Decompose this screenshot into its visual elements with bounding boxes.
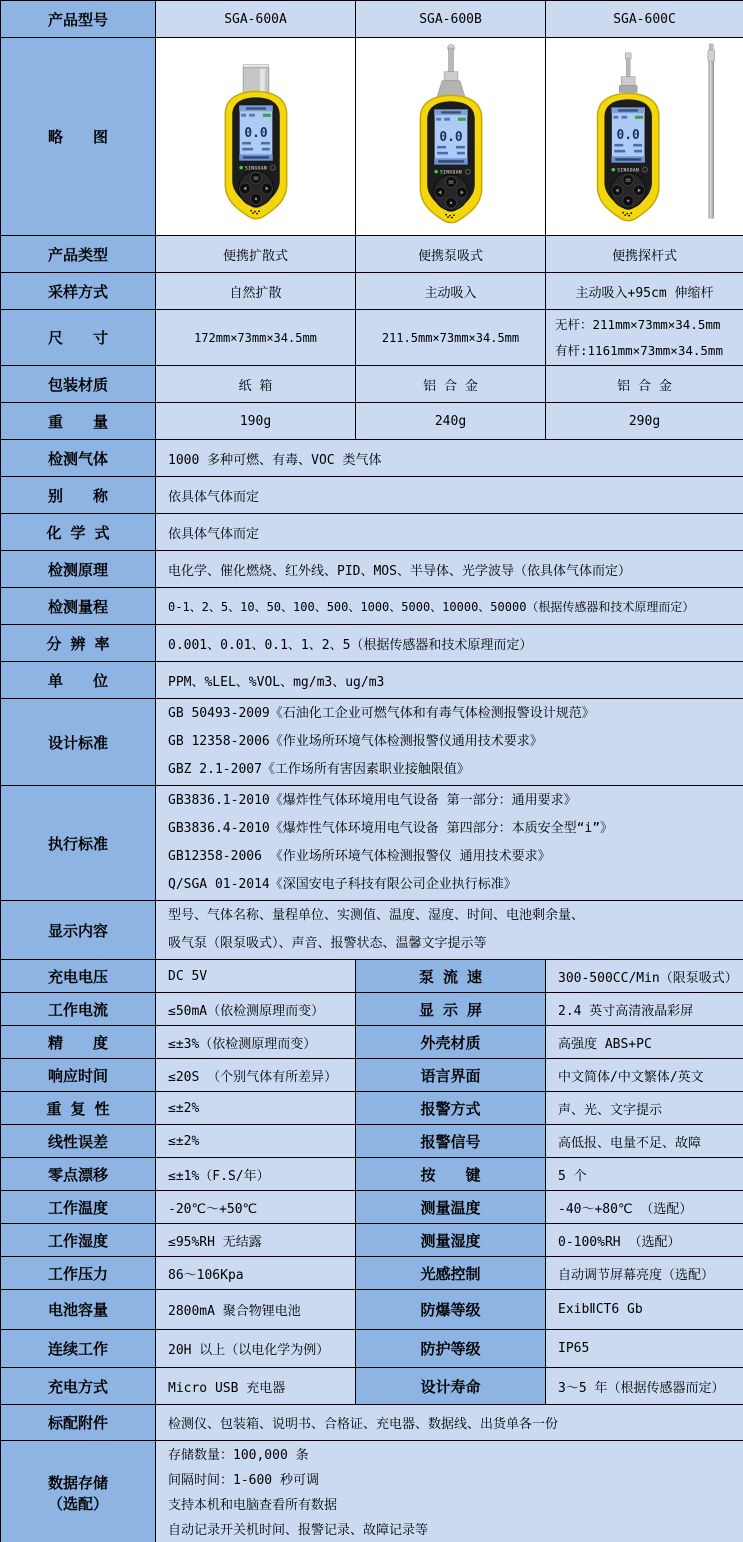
- sketch-cell-b: [356, 38, 546, 236]
- display-content-line2: 吸气泵（限泵吸式）、声音、报警状态、温馨文字提示等: [168, 936, 487, 951]
- row-label-product-type: 产品类型: [1, 236, 156, 273]
- row-label-alias: 别 称: [1, 477, 156, 514]
- row-label-light-control: 光感控制: [356, 1257, 546, 1290]
- size-c-line1: 无杆：211mm×73mm×34.5mm: [555, 316, 721, 332]
- response-time-value: ≤20S （个别气体有所差异）: [156, 1059, 356, 1092]
- product-type-c: 便携探杆式: [546, 236, 743, 273]
- row-label-buttons: 按 键: [356, 1158, 546, 1191]
- row-label-explosion-proof: 防爆等级: [356, 1290, 546, 1330]
- device-image-a: [162, 39, 350, 231]
- exec-standard-line1: GB3836.1-2010《爆炸性气体环境用电气设备 第一部分：通用要求》: [168, 793, 577, 808]
- unit-value: PPM、%LEL、%VOL、mg/m3、ug/m3: [156, 662, 743, 699]
- charge-method-value: Micro USB 充电器: [156, 1368, 356, 1405]
- formula-value: 依具体气体而定: [156, 514, 743, 551]
- range-value: 0-1、2、5、10、50、100、500、1000、5000、10000、50000（根据传感器和技术原理而定）: [156, 588, 743, 625]
- measure-temp-value: -40～+80℃ （选配）: [546, 1191, 743, 1224]
- packaging-b: 铝 合 金: [356, 366, 546, 403]
- accessories-value: 检测仪、包装箱、说明书、合格证、充电器、数据线、出货单各一份: [156, 1405, 743, 1441]
- row-label-charge-method: 充电方式: [1, 1368, 156, 1405]
- row-label-measure-temp: 测量温度: [356, 1191, 546, 1224]
- row-label-alarm-mode: 报警方式: [356, 1092, 546, 1125]
- continuous-work-value: 20H 以上（以电化学为例）: [156, 1330, 356, 1368]
- row-label-unit: 单 位: [1, 662, 156, 699]
- packaging-c: 铝 合 金: [546, 366, 743, 403]
- row-label-accuracy: 精 度: [1, 1026, 156, 1059]
- row-label-measure-humidity: 测量湿度: [356, 1224, 546, 1257]
- working-humidity-value: ≤95%RH 无结露: [156, 1224, 356, 1257]
- model-name-a: SGA-600A: [156, 1, 356, 38]
- exec-standard-line2: GB3836.4-2010《爆炸性气体环境用电气设备 第四部分：本质安全型“i”》: [168, 821, 614, 836]
- exec-standard-line4: Q/SGA 01-2014《深国安电子科技有限公司企业执行标准》: [168, 877, 517, 892]
- buttons-value: 5 个: [546, 1158, 743, 1191]
- size-a: 172mm×73mm×34.5mm: [156, 310, 356, 366]
- data-storage-line3: 支持本机和电脑查看所有数据: [168, 1497, 338, 1513]
- shell-material-value: 高强度 ABS+PC: [546, 1026, 743, 1059]
- working-pressure-value: 86～106Kpa: [156, 1257, 356, 1290]
- row-label-accessories: 标配附件: [1, 1405, 156, 1441]
- light-control-value: 自动调节屏幕亮度（选配）: [546, 1257, 743, 1290]
- row-label-size: 尺 寸: [1, 310, 156, 366]
- data-storage-label-line1: 数据存储: [47, 1473, 108, 1492]
- alarm-mode-value: 声、光、文字提示: [546, 1092, 743, 1125]
- alias-value: 依具体气体而定: [156, 477, 743, 514]
- row-label-resolution: 分 辨 率: [1, 625, 156, 662]
- data-storage-value: [156, 1441, 743, 1542]
- sketch-cell-c: [546, 38, 743, 236]
- zero-drift-value: ≤±1%（F.S/年）: [156, 1158, 356, 1191]
- design-standard-line1: GB 50493-2009《石油化工企业可燃气体和有毒气体检测报警设计规范》: [168, 706, 595, 721]
- measure-humidity-value: 0-100%RH （选配）: [546, 1224, 743, 1257]
- row-label-charge-voltage: 充电电压: [1, 960, 156, 993]
- row-label-sampling: 采样方式: [1, 273, 156, 310]
- row-label-working-humidity: 工作湿度: [1, 1224, 156, 1257]
- row-label-design-life: 设计寿命: [356, 1368, 546, 1405]
- size-c: [546, 310, 743, 366]
- data-storage-line2: 间隔时间：1-600 秒可调: [168, 1472, 319, 1488]
- row-label-alarm-signal: 报警信号: [356, 1125, 546, 1158]
- exec-standard-line3: GB12358-2006 《作业场所环境气体检测报警仪 通用技术要求》: [168, 849, 551, 864]
- row-label-weight: 重 量: [1, 403, 156, 440]
- repeatability-value: ≤±2%: [156, 1092, 356, 1125]
- row-label-battery: 电池容量: [1, 1290, 156, 1330]
- working-temp-value: -20℃～+50℃: [156, 1191, 356, 1224]
- data-storage-line1: 存储数量：100,000 条: [168, 1447, 309, 1463]
- principle-value: 电化学、催化燃烧、红外线、PID、MOS、半导体、光学波导（依具体气体而定）: [156, 551, 743, 588]
- telescopic-rod: [707, 43, 714, 217]
- product-type-a: 便携扩散式: [156, 236, 356, 273]
- packaging-a: 纸 箱: [156, 366, 356, 403]
- row-label-linearity-error: 线性误差: [1, 1125, 156, 1158]
- display-content-line1: 型号、气体名称、量程单位、实测值、温度、湿度、时间、电池剩余量、: [168, 908, 585, 923]
- row-label-display-content: 显示内容: [1, 901, 156, 960]
- linearity-error-value: ≤±2%: [156, 1125, 356, 1158]
- row-label-protection-grade: 防护等级: [356, 1330, 546, 1368]
- explosion-proof-value: ExibⅡCT6 Gb: [546, 1290, 743, 1330]
- sampling-c: 主动吸入+95cm 伸缩杆: [546, 273, 743, 310]
- device-image-c: [551, 39, 739, 231]
- model-name-b: SGA-600B: [356, 1, 546, 38]
- row-label-display-screen: 显 示 屏: [356, 993, 546, 1026]
- row-label-working-temp: 工作温度: [1, 1191, 156, 1224]
- row-label-continuous-work: 连续工作: [1, 1330, 156, 1368]
- battery-value: 2800mA 聚合物锂电池: [156, 1290, 356, 1330]
- sampling-a: 自然扩散: [156, 273, 356, 310]
- display-screen-value: 2.4 英寸高清液晶彩屏: [546, 993, 743, 1026]
- sampling-probe: [619, 52, 637, 92]
- data-storage-line4: 自动记录开关机时间、报警记录、故障记录等: [168, 1522, 429, 1538]
- data-storage-label-line2: （选配）: [47, 1494, 108, 1513]
- row-label-pump-flow: 泵 流 速: [356, 960, 546, 993]
- size-b: 211.5mm×73mm×34.5mm: [356, 310, 546, 366]
- language-value: 中文简体/中文繁体/英文: [546, 1059, 743, 1092]
- row-label-formula: 化 学 式: [1, 514, 156, 551]
- weight-b: 240g: [356, 403, 546, 440]
- sensor-cap: [243, 64, 269, 94]
- row-label-working-pressure: 工作压力: [1, 1257, 156, 1290]
- alarm-signal-value: 高低报、电量不足、故障: [546, 1125, 743, 1158]
- weight-a: 190g: [156, 403, 356, 440]
- device-image-b: [357, 39, 545, 231]
- resolution-value: 0.001、0.01、0.1、1、2、5（根据传感器和技术原理而定）: [156, 625, 743, 662]
- design-life-value: 3～5 年（根据传感器而定）: [546, 1368, 743, 1405]
- row-label-range: 检测量程: [1, 588, 156, 625]
- row-label-exec-standard: 执行标准: [1, 786, 156, 901]
- sampling-b: 主动吸入: [356, 273, 546, 310]
- row-label-data-storage: [1, 1441, 156, 1542]
- exec-standard-value: [156, 786, 743, 901]
- protection-grade-value: IP65: [546, 1330, 743, 1368]
- pump-probe: [437, 44, 465, 96]
- model-name-c: SGA-600C: [546, 1, 743, 38]
- gases-value: 1000 多种可燃、有毒、VOC 类气体: [156, 440, 743, 477]
- product-type-b: 便携泵吸式: [356, 236, 546, 273]
- pump-flow-value: 300-500CC/Min（限泵吸式）: [546, 960, 743, 993]
- row-label-product-model: 产品型号: [1, 1, 156, 38]
- size-c-line2: 有杆:1161mm×73mm×34.5mm: [555, 342, 723, 358]
- row-label-packaging: 包装材质: [1, 366, 156, 403]
- row-label-design-standard: 设计标准: [1, 699, 156, 786]
- charge-voltage-value: DC 5V: [156, 960, 356, 993]
- design-standard-line2: GB 12358-2006《作业场所环境气体检测报警仪通用技术要求》: [168, 734, 543, 749]
- row-label-zero-drift: 零点漂移: [1, 1158, 156, 1191]
- design-standard-value: [156, 699, 743, 786]
- row-label-language: 语言界面: [356, 1059, 546, 1092]
- working-current-value: ≤50mA（依检测原理而变）: [156, 993, 356, 1026]
- row-label-repeatability: 重 复 性: [1, 1092, 156, 1125]
- row-label-shell-material: 外壳材质: [356, 1026, 546, 1059]
- row-label-gases: 检测气体: [1, 440, 156, 477]
- weight-c: 290g: [546, 403, 743, 440]
- row-label-response-time: 响应时间: [1, 1059, 156, 1092]
- sketch-cell-a: [156, 38, 356, 236]
- display-content-value: [156, 901, 743, 960]
- design-standard-line3: GBZ 2.1-2007《工作场所有害因素职业接触限值》: [168, 762, 470, 777]
- row-label-working-current: 工作电流: [1, 993, 156, 1026]
- row-label-principle: 检测原理: [1, 551, 156, 588]
- accuracy-value: ≤±3%（依检测原理而变）: [156, 1026, 356, 1059]
- row-label-sketch: 略 图: [1, 38, 156, 236]
